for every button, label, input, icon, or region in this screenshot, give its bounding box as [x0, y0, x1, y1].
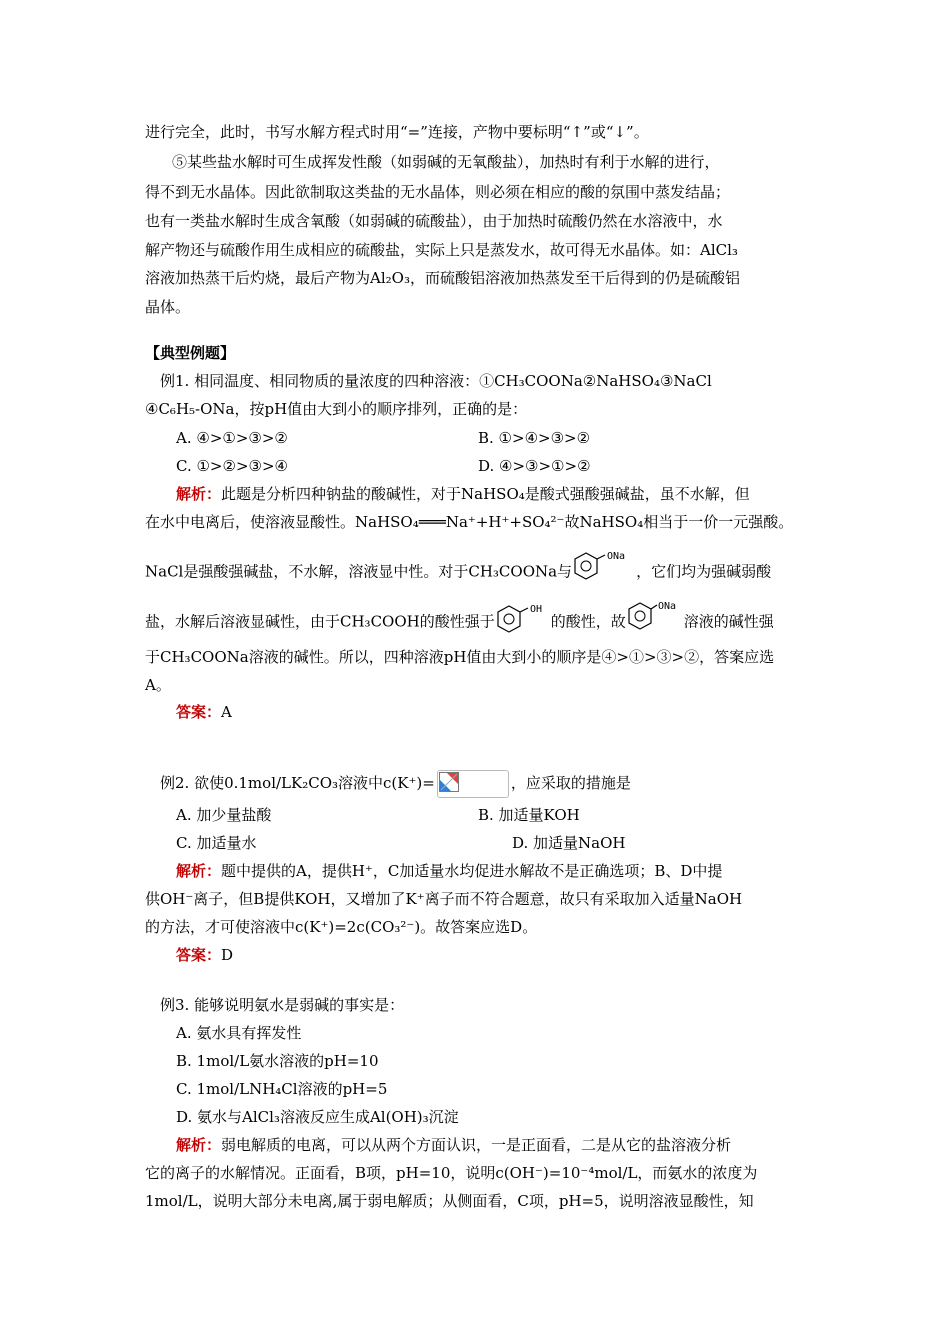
analysis-line [145, 551, 771, 594]
analysis-text: 1mol/L，说明大部分未电离,属于弱电解质；从侧面看，C项，pH=5，说明溶液显酸性，知 [145, 1192, 754, 1210]
option-b: B. 加适量KOH [478, 806, 580, 824]
section-title: 【典型例题】 [145, 344, 236, 362]
analysis-text: NaCl是强酸强碱盐，不水解，溶液显中性。对于CH₃COONa与 [145, 562, 573, 581]
phenol-structure-icon [495, 602, 551, 643]
text-line: 得不到无水晶体。因此欲制取这类盐的无水晶体，则必须在相应的酸的氛围中蒸发结晶； [145, 183, 731, 201]
analysis-text: 的方法，才可使溶液中c(K⁺)=2c(CO₃²⁻)。故答案应选D。 [145, 918, 538, 936]
answer-line [176, 945, 233, 965]
phenoxide-structure-icon [572, 551, 636, 594]
answer-value: D [221, 946, 234, 964]
question-text: 例2. 欲使0.1mol/LK₂CO₃溶液中c(K⁺)= [160, 774, 435, 792]
text-line: 解产物还与硫酸作用生成相应的硫酸盐，实际上只是蒸发水，故可得无水晶体。如：AlCl₃ [145, 241, 738, 259]
analysis-text: 弱电解质的电离，可以从两个方面认识，一是正面看，二是从它的盐溶液分析 [221, 1136, 732, 1154]
text-line: 进行完全，此时，书写水解方程式时用“=”连接，产物中要标明“↑”或“↓”。 [145, 123, 649, 141]
answer-line [176, 702, 232, 722]
text-line: ⑤某些盐水解时可生成挥发性酸（如弱碱的无氧酸盐），加热时有利于水解的进行， [172, 153, 720, 171]
question-text: 例3. 能够说明氨水是弱碱的事实是： [160, 996, 405, 1014]
question-text: ④C₆H₅-ONa，按pH值由大到小的顺序排列，正确的是： [145, 400, 528, 418]
ona-label: ONa [657, 601, 676, 612]
analysis-text: 供OH⁻离子，但B提供KOH，又增加了K⁺离子而不符合题意，故只有采取加入适量NaOH [145, 890, 743, 908]
option-d: D. ④>③>①>② [478, 457, 591, 475]
analysis-line [176, 1135, 731, 1155]
answer-value: A [221, 703, 232, 721]
analysis-line [145, 601, 774, 644]
answer-label: 答案： [176, 946, 222, 964]
analysis-text: 的酸性，故 [550, 612, 626, 631]
question-text [160, 768, 631, 798]
answer-label: 答案： [176, 703, 222, 721]
text-line: 溶液加热蒸干后灼烧，最后产物为Al₂O₃，而硫酸铝溶液加热蒸发至干后得到的仍是硫酸铝 [145, 269, 740, 287]
text-line: 晶体。 [145, 298, 191, 316]
question-text: ，应采取的措施是 [510, 774, 631, 792]
ona-label: ONa [607, 551, 626, 562]
phenoxide-structure-icon [626, 601, 684, 644]
option-b: B. ①>④>③>② [478, 429, 591, 447]
question-text: 例1. 相同温度、相同物质的量浓度的四种溶液：①CH₃COONa②NaHSO₄③NaCl [160, 372, 712, 390]
option-a: A. 氨水具有挥发性 [176, 1024, 302, 1042]
analysis-line [176, 861, 722, 881]
analysis-line [176, 484, 750, 504]
analysis-text: ，它们均为强碱弱酸 [636, 562, 772, 581]
text-line: 也有一类盐水解时生成含氧酸（如弱碱的硫酸盐），由于加热时硫酸仍然在水溶液中，水 [145, 212, 723, 230]
analysis-label: 解析： [176, 485, 222, 503]
analysis-text: 在水中电离后，使溶液显酸性。NaHSO₄═══Na⁺+H⁺+SO₄²⁻故NaHSO₄相当于一价一元强酸。 [145, 513, 794, 531]
analysis-label: 解析： [176, 1136, 222, 1154]
analysis-text: 题中提供的A，提供H⁺，C加适量水均促进水解故不是正确选项；B、D中提 [221, 862, 723, 880]
option-a: A. 加少量盐酸 [176, 806, 272, 824]
embedded-formula-image [437, 770, 509, 798]
analysis-text: 它的离子的水解情况。正面看，B项，pH=10，说明c(OH⁻)=10⁻⁴mol/L，而氨水的浓度为 [145, 1164, 758, 1182]
analysis-text: A。 [145, 676, 171, 694]
option-d: D. 加适量NaOH [512, 834, 626, 852]
analysis-text: 此题是分析四种钠盐的酸碱性，对于NaHSO₄是酸式强酸强碱盐，虽不水解，但 [221, 485, 750, 503]
option-c: C. 加适量水 [176, 834, 257, 852]
option-b: B. 1mol/L氨水溶液的pH=10 [176, 1052, 379, 1070]
option-a: A. ④>①>③>② [176, 429, 288, 447]
broken-image-icon [439, 772, 459, 792]
analysis-text: 盐，水解后溶液显碱性，由于CH₃COOH的酸性强于 [145, 612, 495, 631]
option-c: C. 1mol/LNH₄Cl溶液的pH=5 [176, 1080, 388, 1098]
option-d: D. 氨水与AlCl₃溶液反应生成Al(OH)₃沉淀 [176, 1108, 459, 1126]
analysis-text: 于CH₃COONa溶液的碱性。所以，四种溶液pH值由大到小的顺序是④>①>③>②，答案应选 [145, 648, 775, 666]
analysis-text: 溶液的碱性强 [683, 612, 774, 631]
analysis-label: 解析： [176, 862, 222, 880]
option-c: C. ①>②>③>④ [176, 457, 288, 475]
oh-label: OH [529, 604, 542, 615]
